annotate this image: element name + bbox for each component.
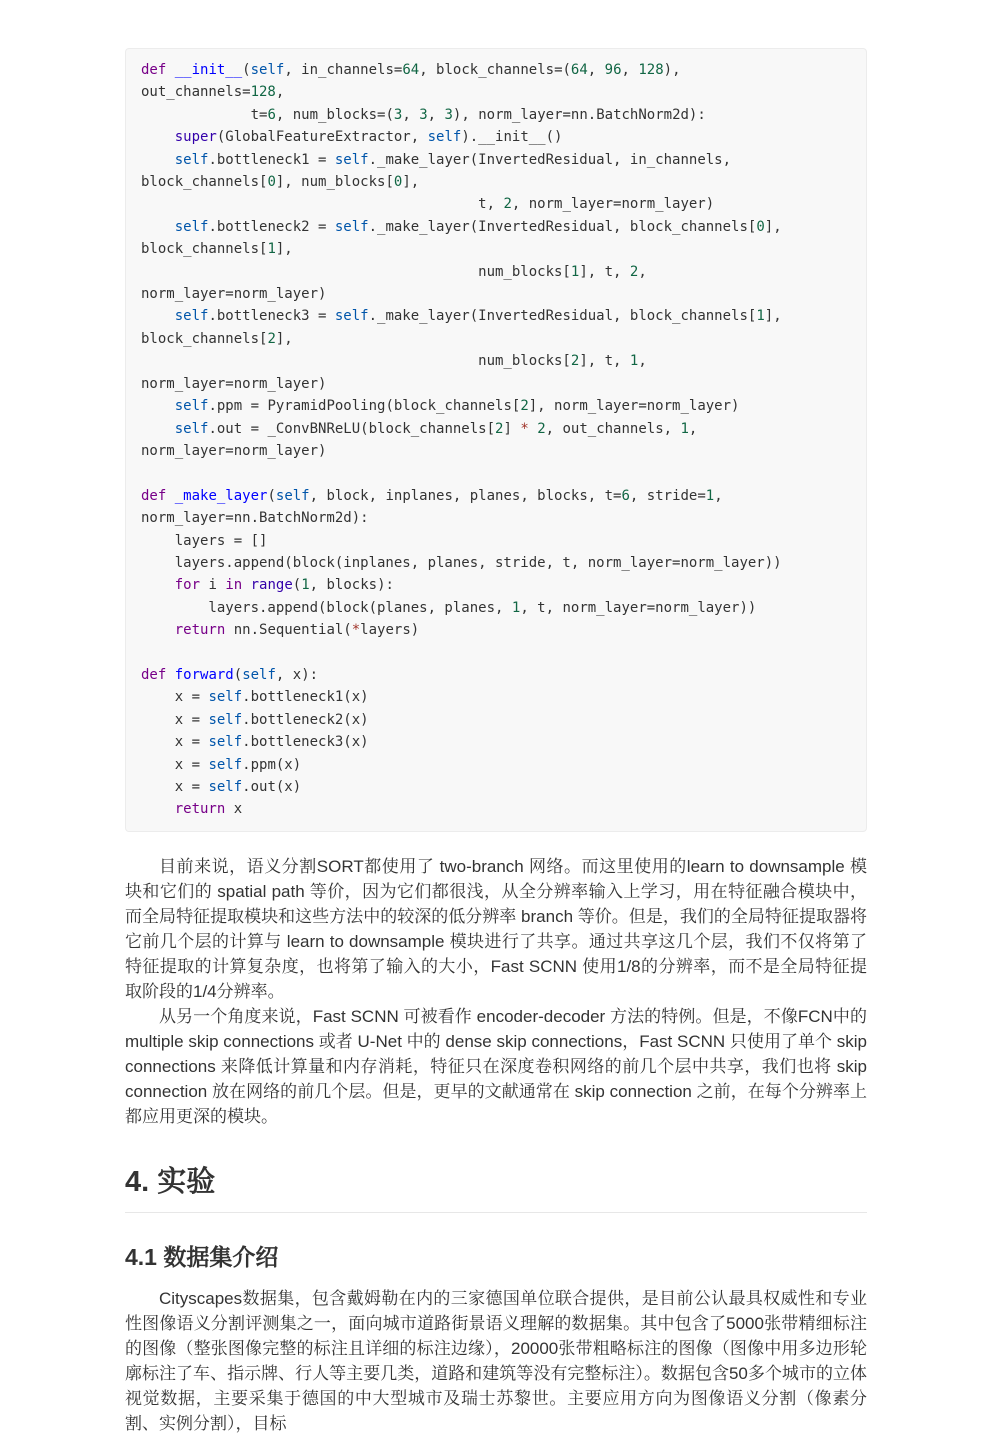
code-line xyxy=(141,776,851,798)
code-token: ], norm_layer=norm_layer) xyxy=(528,398,740,415)
code-token: , xyxy=(638,263,647,280)
code-line xyxy=(141,305,851,327)
code-token: layers = [] xyxy=(141,532,268,549)
code-token: 0 xyxy=(393,174,403,191)
code-token: ).__init__() xyxy=(461,129,563,146)
code-token: def xyxy=(141,487,167,504)
code-token: 2 xyxy=(537,420,546,437)
code-line xyxy=(141,530,851,552)
code-token: x = xyxy=(141,689,209,706)
code-token: 2 xyxy=(495,420,504,437)
code-token: .bottleneck2(x) xyxy=(242,711,369,728)
code-token: 6 xyxy=(267,106,276,123)
code-token: 0 xyxy=(267,174,276,191)
code-token: 6 xyxy=(621,487,630,504)
code-token: 2 xyxy=(629,263,639,280)
code-token: , norm_layer=norm_layer) xyxy=(511,196,715,213)
code-token: block_channels[ xyxy=(141,330,268,347)
code-line xyxy=(141,462,851,484)
code-token: self xyxy=(250,62,285,78)
code-token: , block, inplanes, planes, blocks, t= xyxy=(309,487,622,504)
code-token: __init__ xyxy=(174,62,243,78)
code-token: self xyxy=(334,151,369,168)
code-token: return xyxy=(174,801,226,818)
code-token: , xyxy=(621,62,639,78)
code-token xyxy=(166,62,174,78)
code-token: x xyxy=(225,801,243,818)
code-line xyxy=(141,418,851,440)
code-token xyxy=(141,152,175,168)
code-token: .bottleneck1(x) xyxy=(242,689,369,706)
code-token: ( xyxy=(267,487,276,504)
code-line xyxy=(141,552,851,574)
code-token: 1 xyxy=(267,241,276,258)
code-token: (GlobalFeatureExtractor, xyxy=(216,129,428,146)
code-token: num_blocks[ xyxy=(141,353,571,370)
paragraph-encoder-decoder: 从另一个角度来说，Fast SCNN 可被看作 encoder-decoder 方法的特例。但是，不像FCN中的 multiple skip connections 或者 U-Net 中的 dense skip connections，Fast SCNN 只使用了单个 skip connections 来降低计算量和内存消耗，特征只在深度卷积网络的前几个层中共享，我们也将 skip connection 放在网络的前几个层。但是，更早的文献通常在 skip connection 之前，在每个分辨率上都应用更深的模块。 xyxy=(125,1006,867,1126)
code-token xyxy=(141,129,175,145)
code-line xyxy=(141,731,851,753)
code-token: self xyxy=(208,779,243,795)
code-token: 3 xyxy=(419,106,428,123)
code-token: block_channels[ xyxy=(141,241,268,258)
code-token: norm_layer=norm_layer) xyxy=(141,442,327,459)
code-token: t, xyxy=(141,196,504,213)
code-token: 2 xyxy=(267,330,276,347)
code-line xyxy=(141,171,851,193)
code-line xyxy=(141,126,851,148)
code-token: , out_channels, xyxy=(545,420,681,437)
code-token: norm_layer=nn.BatchNorm2d): xyxy=(141,510,369,527)
code-token: , xyxy=(427,106,445,123)
code-token: norm_layer=norm_layer) xyxy=(141,375,327,392)
section-heading-experiments: 4. 实验 xyxy=(125,1159,867,1213)
paragraph-fast-scnn-two-branch: 目前来说，语义分割SORT都使用了 two-branch 网络。而这里使用的learn to downsample 模块和它们的 spatial path 等价，因为它们都很浅，从全分辨率输入上学习，用在特征融合模块中，而全局特征提取模块和这些方法中的较深的低分辨率 branch 等价。但是，我们的全局特征提取器将它前几个层的计算与 learn to downsample 模块进行了共享。通过共享这几个层，我们不仅将第了特征提取的计算复杂度，也将第了输入的大小，Fast SCNN 使用1/8的分辨率，而不是全局特征提取阶段的1/4分辨率。 xyxy=(125,856,867,1001)
code-token: 128 xyxy=(250,84,276,101)
code-token: def xyxy=(141,62,167,78)
code-token: ( xyxy=(292,577,302,594)
code-token: , xyxy=(688,420,698,437)
code-token: block_channels[ xyxy=(141,174,268,191)
code-token: ], xyxy=(764,308,782,325)
code-token: nn.Sequential( xyxy=(225,622,352,639)
code-token: 96 xyxy=(604,62,622,78)
code-token: .bottleneck1 = xyxy=(208,151,335,168)
code-token: ], t, xyxy=(579,263,630,280)
code-token: ], xyxy=(402,174,420,191)
code-token: layers) xyxy=(360,622,420,639)
code-token: self xyxy=(208,734,243,751)
code-token: , num_blocks=( xyxy=(275,106,394,123)
code-token xyxy=(242,577,250,593)
code-token: forward xyxy=(174,666,234,683)
code-token: .out = _ConvBNReLU(block_channels[ xyxy=(208,420,496,437)
code-token xyxy=(141,577,175,593)
code-token: self xyxy=(174,151,209,168)
code-token: 1 xyxy=(756,308,765,325)
code-line xyxy=(141,619,851,641)
code-token: self xyxy=(208,689,243,706)
code-token: .bottleneck2 = xyxy=(208,218,335,235)
code-token: layers.append(block(inplanes, planes, stride, t, norm_layer=norm_layer)) xyxy=(141,554,782,571)
code-token: 0 xyxy=(756,218,765,235)
code-token: ._make_layer(InvertedResidual, block_channels[ xyxy=(368,308,757,325)
code-token: , stride= xyxy=(629,487,706,504)
code-line xyxy=(141,193,851,215)
code-token: ], t, xyxy=(579,353,630,370)
code-token: .out(x) xyxy=(242,779,302,795)
code-line xyxy=(141,328,851,350)
code-line xyxy=(141,485,851,507)
code-line xyxy=(141,261,851,283)
code-token: , block_channels=( xyxy=(419,62,571,78)
code-token xyxy=(166,488,174,504)
code-token: 1 xyxy=(570,263,580,280)
subsection-heading-dataset-intro: 4.1 数据集介绍 xyxy=(125,1243,279,1270)
code-token: ], num_blocks[ xyxy=(275,174,394,191)
code-token: , xyxy=(638,353,647,370)
code-line xyxy=(141,642,851,664)
code-token: , x): xyxy=(275,666,319,683)
code-token xyxy=(141,398,175,414)
code-token: self xyxy=(174,398,209,415)
code-line xyxy=(141,798,851,820)
code-line xyxy=(141,686,851,708)
code-line xyxy=(141,507,851,529)
code-token: self xyxy=(174,218,209,235)
code-token: num_blocks[ xyxy=(141,263,571,280)
code-token: .bottleneck3 = xyxy=(208,308,335,325)
code-line xyxy=(141,104,851,126)
code-token: self xyxy=(427,129,462,146)
code-token: self xyxy=(208,756,243,773)
code-token: ), norm_layer=nn.BatchNorm2d): xyxy=(452,106,706,123)
code-token: , t, norm_layer=norm_layer)) xyxy=(520,599,757,616)
code-token: self xyxy=(334,308,369,325)
code-token: 3 xyxy=(393,106,403,123)
code-token: for xyxy=(174,577,201,594)
code-line xyxy=(141,59,851,81)
code-token xyxy=(529,421,537,437)
code-token xyxy=(141,801,175,817)
code-token: ], xyxy=(275,330,293,347)
code-token: 2 xyxy=(503,196,512,213)
code-token: self xyxy=(174,308,209,325)
code-token: 128 xyxy=(638,62,664,78)
code-line xyxy=(141,754,851,776)
code-token: range xyxy=(250,577,293,594)
code-token xyxy=(141,421,175,437)
code-token: 1 xyxy=(680,420,689,437)
code-line xyxy=(141,709,851,731)
code-token: ], xyxy=(764,218,782,235)
code-token: * xyxy=(351,622,361,639)
paragraph-cityscapes-dataset: Cityscapes数据集，包含戴姆勒在内的三家德国单位联合提供，是目前公认最具权威性和专业性图像语义分割评测集之一，面向城市道路街景语义理解的数据集。其中包含了5000张带精细标注的图像（整张图像完整的标注且详细的标注边缘），20000张带粗略标注的图像（图像中用多边形轮廓标注了车、指示牌、行人等主要几类，道路和建筑等没有完整标注）。数据包含50多个城市的立体视觉数据，主要采集于德国的中大型城市及瑞士苏黎世。主要应用方向为图像语义分割（像素分割、实例分割），目标 xyxy=(125,1288,867,1433)
code-token: 2 xyxy=(570,353,580,370)
code-token: _make_layer xyxy=(174,487,268,504)
code-token: x = xyxy=(141,711,209,728)
code-token: , xyxy=(587,62,605,78)
code-line xyxy=(141,664,851,686)
code-token: t= xyxy=(141,106,268,123)
code-token: , xyxy=(402,106,420,123)
code-token: ( xyxy=(242,62,251,78)
code-token: , xyxy=(275,84,285,101)
code-token: ._make_layer(InvertedResidual, in_channels, xyxy=(368,151,732,168)
code-token: , xyxy=(714,487,723,504)
code-token: x = xyxy=(141,756,209,773)
code-token: self xyxy=(208,711,243,728)
code-token: self xyxy=(174,420,209,437)
code-token: .bottleneck3(x) xyxy=(242,734,369,751)
code-token: in xyxy=(225,577,243,594)
code-token: 3 xyxy=(444,106,453,123)
code-token: def xyxy=(141,666,167,683)
code-token: i xyxy=(200,577,226,594)
code-line xyxy=(141,216,851,238)
code-token xyxy=(141,219,175,235)
code-token: x = xyxy=(141,734,209,751)
code-token: 1 xyxy=(705,487,715,504)
code-token: 64 xyxy=(570,62,588,78)
code-line xyxy=(141,149,851,171)
code-token: self xyxy=(242,666,276,683)
code-token: ] xyxy=(503,420,521,437)
code-line xyxy=(141,440,851,462)
code-token: 64 xyxy=(402,62,420,78)
code-token: ._make_layer(InvertedResidual, block_channels[ xyxy=(368,218,757,235)
code-token: 1 xyxy=(629,353,639,370)
code-token: ], xyxy=(275,241,293,258)
code-block xyxy=(125,48,867,832)
code-line xyxy=(141,81,851,103)
article-page xyxy=(125,0,867,1436)
code-line xyxy=(141,238,851,260)
code-line xyxy=(141,574,851,596)
code-token: out_channels= xyxy=(141,84,251,101)
code-token: self xyxy=(334,218,369,235)
code-token xyxy=(166,667,174,683)
code-line xyxy=(141,597,851,619)
code-token: 1 xyxy=(511,599,521,616)
code-token: 2 xyxy=(520,398,529,415)
code-token: x = xyxy=(141,779,209,795)
code-line xyxy=(141,395,851,417)
code-token: .ppm = PyramidPooling(block_channels[ xyxy=(208,398,521,415)
code-token: return xyxy=(174,622,226,639)
code-token: self xyxy=(275,487,310,504)
code-token: , blocks): xyxy=(309,577,394,594)
code-line xyxy=(141,350,851,372)
code-token xyxy=(141,622,175,638)
code-line xyxy=(141,283,851,305)
code-token: super xyxy=(174,129,217,146)
code-token: ( xyxy=(233,666,243,683)
code-token: , in_channels= xyxy=(284,62,403,78)
code-token: layers.append(block(planes, planes, xyxy=(141,599,512,616)
code-token xyxy=(141,308,175,324)
code-token: norm_layer=norm_layer) xyxy=(141,286,327,303)
code-token: * xyxy=(520,420,529,437)
code-token: .ppm(x) xyxy=(242,756,302,773)
code-line xyxy=(141,373,851,395)
code-token: 1 xyxy=(301,577,310,594)
code-token: ), xyxy=(663,62,681,78)
